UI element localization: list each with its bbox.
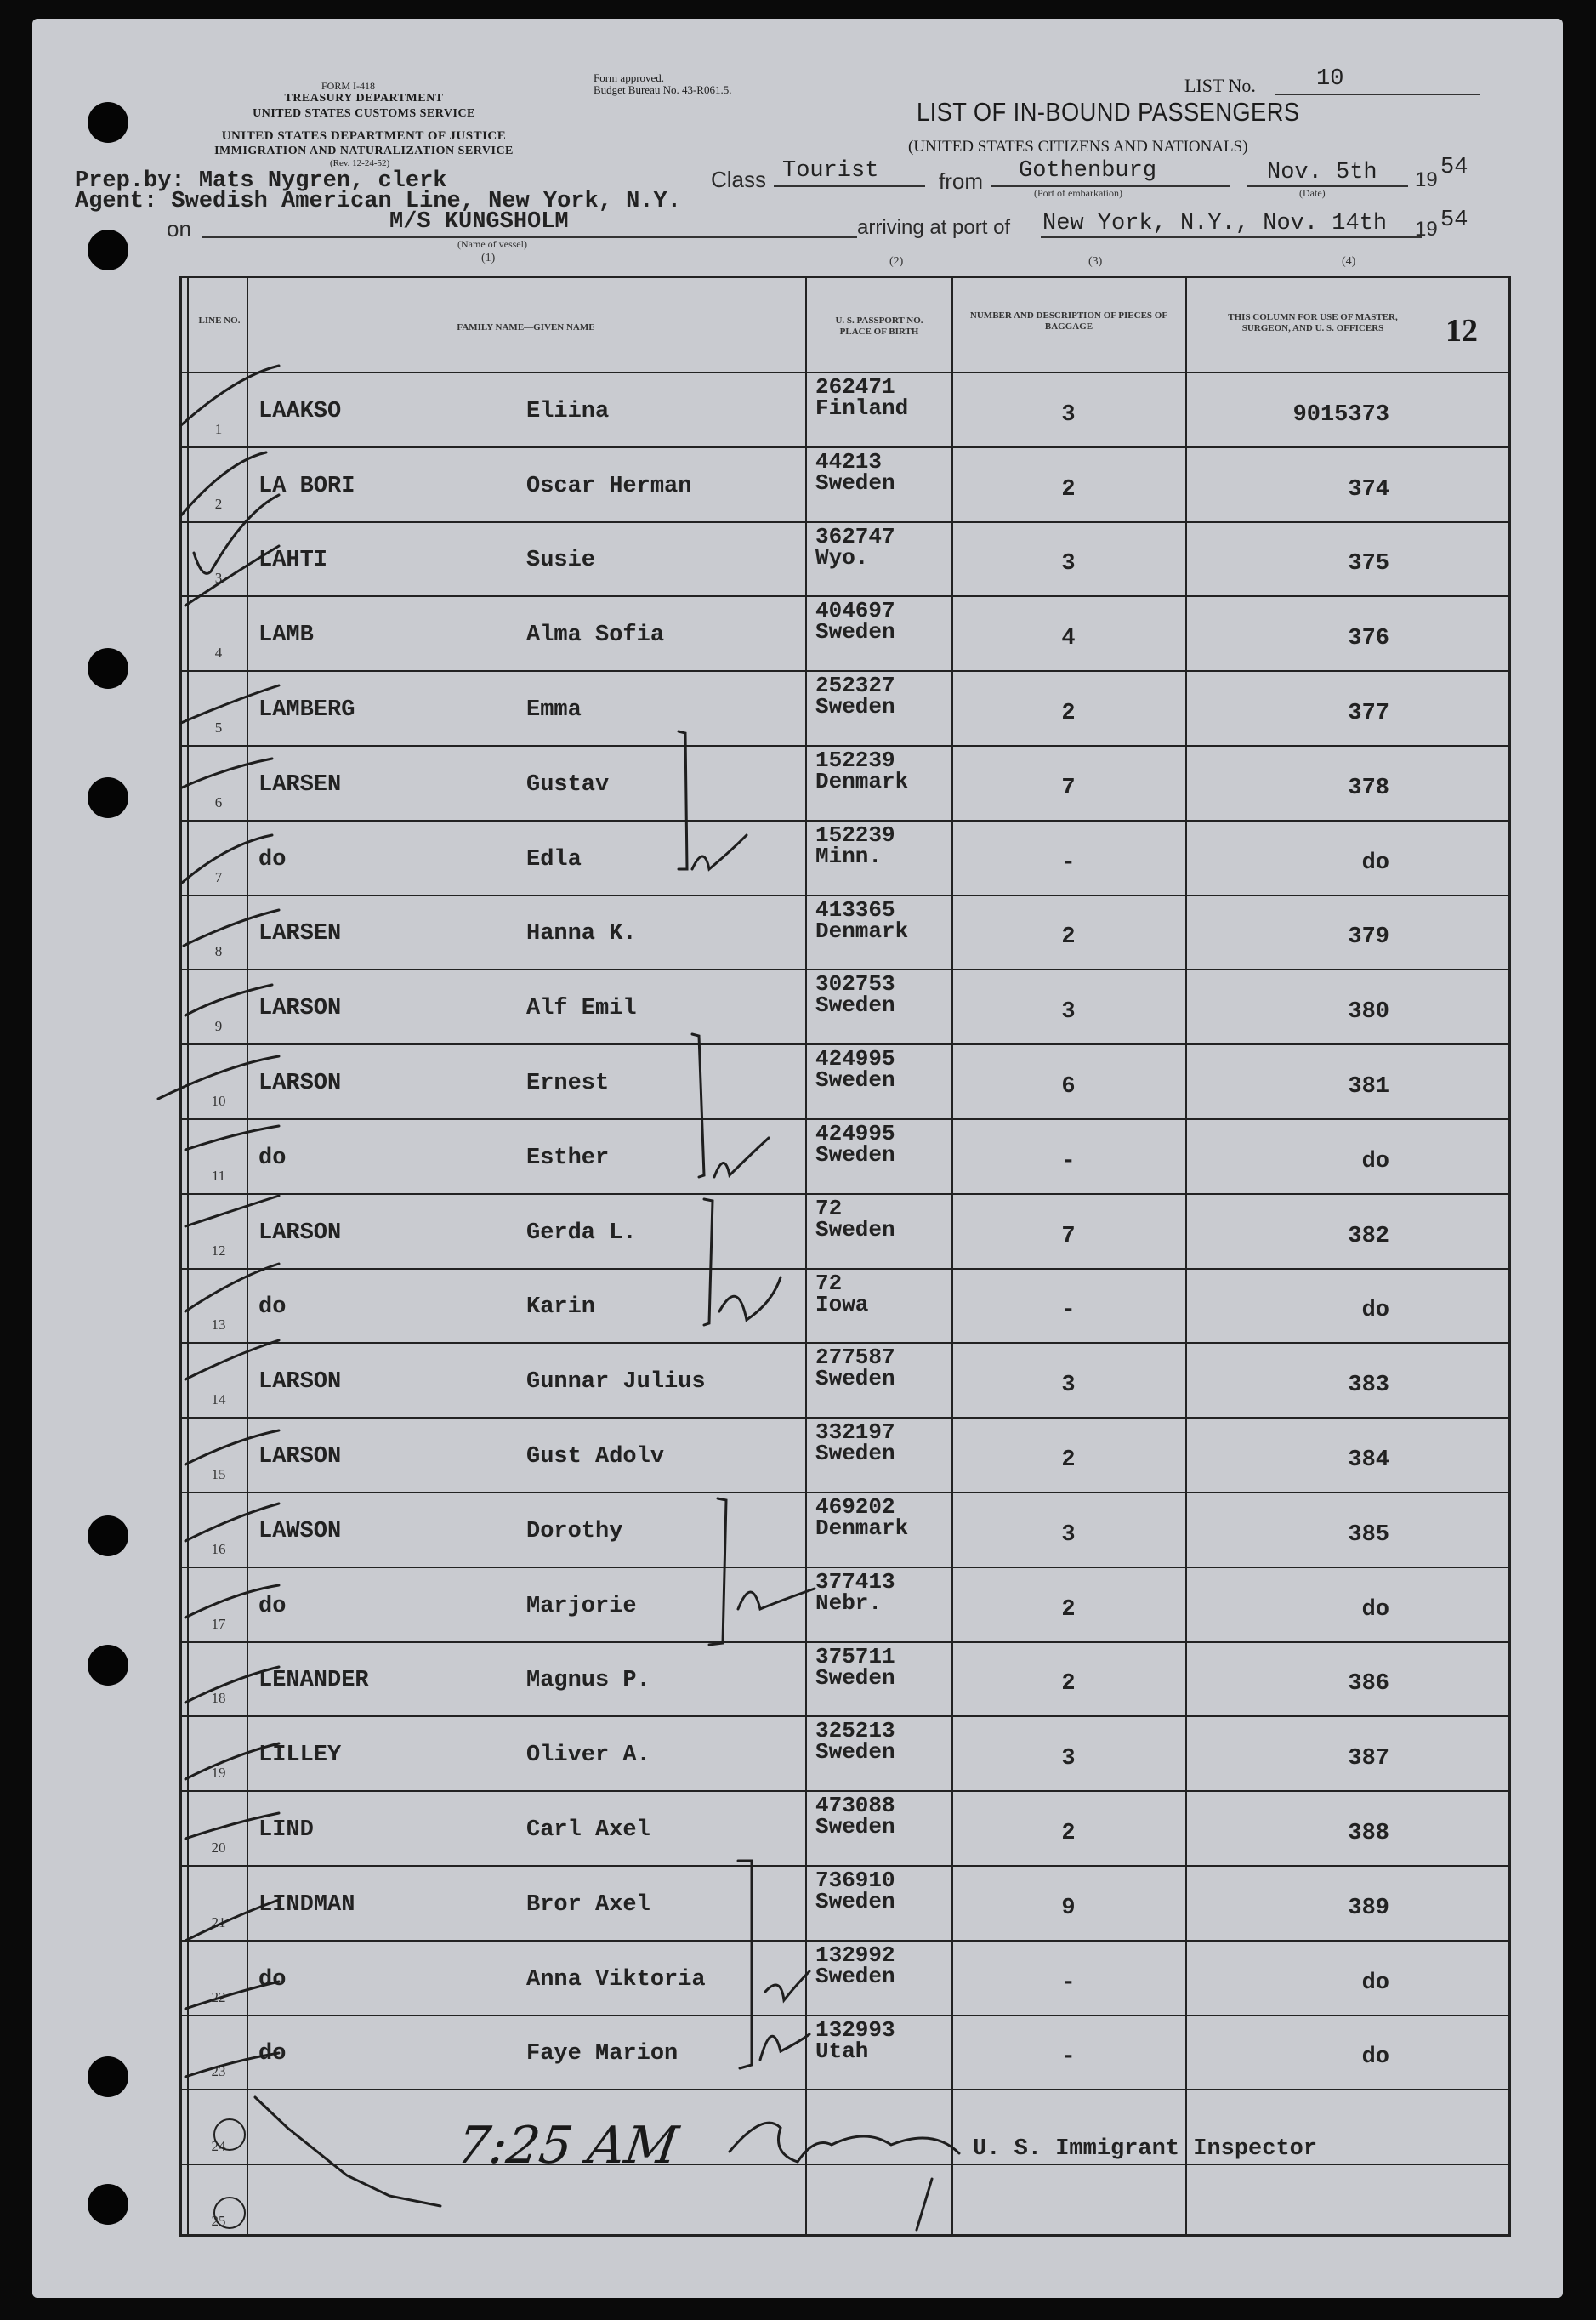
departure-date: Nov. 5th xyxy=(1267,160,1377,185)
baggage-count: 7 xyxy=(1061,1223,1076,1249)
table-row xyxy=(182,1790,1508,1865)
dept-justice: UNITED STATES DEPARTMENT OF JUSTICE xyxy=(221,129,507,143)
officer-number: do xyxy=(1361,1970,1389,1996)
baggage-count: 3 xyxy=(1061,1746,1076,1772)
passport-number: 469202 xyxy=(815,1494,895,1520)
customs-service: UNITED STATES CUSTOMS SERVICE xyxy=(253,107,475,120)
given-name: Alf Emil xyxy=(526,996,637,1022)
baggage-count: - xyxy=(1061,1148,1076,1174)
table-row xyxy=(182,895,1508,970)
table-row xyxy=(182,446,1508,521)
baggage-count: - xyxy=(1061,1970,1076,1996)
baggage-count: 3 xyxy=(1061,999,1076,1026)
passport-number: 132992 xyxy=(815,1942,895,1968)
given-name: Magnus P. xyxy=(526,1668,650,1694)
baggage-count: 7 xyxy=(1061,775,1076,801)
passport-number: 72 xyxy=(815,1195,843,1221)
place-of-birth: Sweden xyxy=(815,1739,895,1766)
class-label: Class xyxy=(711,167,767,192)
family-name: LARSON xyxy=(258,1444,342,1470)
family-name: LENANDER xyxy=(258,1668,369,1694)
officer-number: 388 xyxy=(1348,1821,1389,1847)
place-of-birth: Sweden xyxy=(815,1814,895,1840)
officer-number: 378 xyxy=(1348,775,1389,801)
place-of-birth: Sweden xyxy=(815,1142,895,1168)
family-name: LAWSON xyxy=(258,1518,342,1544)
given-name: Edla xyxy=(526,846,582,873)
officer-number: 375 xyxy=(1348,551,1389,577)
given-name: Anna Viktoria xyxy=(526,1966,706,1993)
line-number: 8 xyxy=(214,943,223,960)
line-number: 23 xyxy=(211,2063,226,2080)
place-of-birth: Sweden xyxy=(815,619,895,645)
column-number-2: (2) xyxy=(889,255,904,268)
line-number: 9 xyxy=(214,1018,223,1035)
line-number: 7 xyxy=(214,868,223,885)
budget-bureau: Budget Bureau No. 43-R061.5. xyxy=(594,83,732,96)
line-number: 16 xyxy=(211,1540,226,1557)
line-number: 14 xyxy=(211,1391,226,1408)
place-of-birth: Sweden xyxy=(815,1664,895,1691)
baggage-count: 2 xyxy=(1061,1596,1076,1623)
table-row xyxy=(182,1940,1508,2015)
table-row xyxy=(182,820,1508,895)
family-name: LARSEN xyxy=(258,771,342,798)
baggage-count: 2 xyxy=(1061,701,1076,727)
passport-number: 44213 xyxy=(815,448,883,475)
column-number-4: (4) xyxy=(1342,255,1356,268)
line-number: 13 xyxy=(211,1316,226,1333)
baggage-count: - xyxy=(1061,850,1076,876)
passport-number: 325213 xyxy=(815,1718,895,1744)
officer-number: 376 xyxy=(1348,626,1389,652)
line-number: 2 xyxy=(214,495,223,512)
family-name: do xyxy=(258,1593,287,1619)
col-header-name: FAMILY NAME—GIVEN NAME xyxy=(457,322,595,333)
officer-number: 380 xyxy=(1348,999,1389,1026)
baggage-count: 3 xyxy=(1061,401,1076,428)
sheet-number: 12 xyxy=(1445,313,1478,349)
place-of-birth: Sweden xyxy=(815,694,895,720)
officer-number: do xyxy=(1361,2044,1389,2071)
baggage-count: 4 xyxy=(1061,626,1076,652)
officer-number: 387 xyxy=(1348,1746,1389,1772)
family-name: LAHTI xyxy=(258,548,328,574)
table-row xyxy=(182,1193,1508,1268)
place-of-birth: Sweden xyxy=(815,469,895,496)
place-of-birth: Sweden xyxy=(815,1366,895,1392)
line-number: 3 xyxy=(214,570,223,587)
passenger-table xyxy=(179,276,1511,2237)
line-number: 15 xyxy=(211,1465,226,1482)
table-row xyxy=(182,2015,1508,2090)
passport-number: 736910 xyxy=(815,1868,895,1893)
given-name: Emma xyxy=(526,697,582,724)
family-name: do xyxy=(258,1294,287,1321)
officer-number: do xyxy=(1361,1596,1389,1623)
baggage-count: 2 xyxy=(1061,1821,1076,1847)
table-row xyxy=(182,521,1508,596)
agent: Agent: Swedish American Line, New York, N.Y. xyxy=(75,189,681,214)
officer-number: 379 xyxy=(1348,924,1389,951)
place-of-birth: Denmark xyxy=(815,1515,909,1541)
binder-hole-6 xyxy=(88,1645,128,1686)
passport-number: 413365 xyxy=(815,896,895,923)
from-label: from xyxy=(939,168,983,194)
table-row xyxy=(182,1641,1508,1716)
given-name: Carl Axel xyxy=(526,1817,650,1844)
dept-treasury: TREASURY DEPARTMENT xyxy=(284,92,444,105)
table-row xyxy=(182,1342,1508,1417)
passport-number: 302753 xyxy=(815,971,895,998)
from-port: Gothenburg xyxy=(1019,158,1157,184)
place-of-birth: Nebr. xyxy=(815,1589,883,1616)
line-number: 18 xyxy=(211,1690,226,1707)
passport-number: 377413 xyxy=(815,1568,895,1595)
port-caption: (Port of embarkation) xyxy=(1034,187,1122,199)
binder-hole-7 xyxy=(88,2056,128,2097)
given-name: Alma Sofia xyxy=(526,623,665,649)
place-of-birth: Utah xyxy=(815,2038,869,2064)
ins-service: IMMIGRATION AND NATURALIZATION SERVICE xyxy=(214,145,514,157)
family-name: LAMBERG xyxy=(258,697,355,724)
officer-number: 9015373 xyxy=(1292,401,1389,428)
family-name: do xyxy=(258,846,287,873)
family-name: LINDMAN xyxy=(258,1891,355,1918)
form-approved: Form approved. xyxy=(594,71,665,84)
table-row xyxy=(182,2164,1508,2238)
line-number: 10 xyxy=(211,1092,226,1109)
document-page xyxy=(32,19,1563,2298)
baggage-count: 9 xyxy=(1061,1895,1076,1921)
passport-number: 152239 xyxy=(815,748,895,773)
passport-number: 132993 xyxy=(815,2016,895,2043)
officer-number: 377 xyxy=(1348,701,1389,727)
line-number: 24 xyxy=(211,2138,226,2155)
given-name: Karin xyxy=(526,1294,596,1321)
binder-hole-2 xyxy=(88,230,128,270)
binder-hole-1 xyxy=(88,102,128,143)
line-number: 1 xyxy=(214,420,223,437)
passport-number: 277587 xyxy=(815,1345,895,1371)
arrival-year-prefix: 19 xyxy=(1415,218,1438,241)
line-number: 19 xyxy=(211,1765,226,1782)
binder-hole-5 xyxy=(88,1515,128,1556)
passport-number: 473088 xyxy=(815,1793,895,1819)
vessel-caption: (Name of vessel) xyxy=(457,238,527,250)
given-name: Oliver A. xyxy=(526,1743,650,1769)
given-name: Oscar Herman xyxy=(526,473,692,499)
table-row xyxy=(182,1715,1508,1790)
table-row xyxy=(182,595,1508,670)
passport-number: 362747 xyxy=(815,523,895,549)
line-number: 12 xyxy=(211,1242,226,1259)
given-name: Esther xyxy=(526,1145,610,1171)
column-number-3: (3) xyxy=(1088,255,1103,268)
table-row xyxy=(182,1865,1508,1940)
prepared-by: Prep.by: Mats Nygren, clerk xyxy=(75,168,447,194)
given-name: Ernest xyxy=(526,1071,610,1097)
passport-number: 72 xyxy=(815,1270,843,1296)
passport-number: 152239 xyxy=(815,822,895,848)
given-name: Gunnar Julius xyxy=(526,1369,706,1396)
baggage-count: 3 xyxy=(1061,551,1076,577)
binder-hole-3 xyxy=(88,648,128,689)
baggage-count: 2 xyxy=(1061,476,1076,503)
officer-number: do xyxy=(1361,1148,1389,1174)
passport-number: 262471 xyxy=(815,374,895,400)
officer-number: 386 xyxy=(1348,1671,1389,1697)
passport-number: 424995 xyxy=(815,1046,895,1072)
family-name: LAAKSO xyxy=(258,398,342,424)
officer-number: 389 xyxy=(1348,1895,1389,1921)
family-name: LARSON xyxy=(258,996,342,1022)
form-title: LIST OF IN-BOUND PASSENGERS xyxy=(917,97,1300,127)
passport-number: 252327 xyxy=(815,673,895,699)
given-name: Eliina xyxy=(526,398,610,424)
inspector-title: U. S. Immigrant Inspector xyxy=(973,2136,1318,2162)
family-name: LARSON xyxy=(258,1220,342,1246)
officer-number: 381 xyxy=(1348,1074,1389,1100)
table-row xyxy=(182,1118,1508,1193)
line-number: 6 xyxy=(214,793,223,810)
table-row xyxy=(182,1043,1508,1118)
place-of-birth: Sweden xyxy=(815,992,895,1019)
arrival-year: 54 xyxy=(1440,208,1468,233)
baggage-count: - xyxy=(1061,2044,1076,2071)
officer-number: do xyxy=(1361,1298,1389,1324)
line-number: 21 xyxy=(211,1913,226,1930)
family-name: do xyxy=(258,1966,287,1993)
baggage-count: 2 xyxy=(1061,924,1076,951)
table-row xyxy=(182,1417,1508,1492)
place-of-birth: Denmark xyxy=(815,918,909,944)
baggage-count: 6 xyxy=(1061,1074,1076,1100)
family-name: LILLEY xyxy=(258,1743,342,1769)
col-header-baggage: NUMBER AND DESCRIPTION OF PIECES OF BAGGAGE xyxy=(969,310,1168,332)
table-row xyxy=(182,1567,1508,1641)
form-subtitle: (UNITED STATES CITIZENS AND NATIONALS) xyxy=(908,138,1248,156)
vessel-name: M/S KUNGSHOLM xyxy=(389,209,569,235)
list-number-label: LIST No. xyxy=(1184,75,1256,96)
family-name: do xyxy=(258,2041,287,2067)
given-name: Bror Axel xyxy=(526,1891,650,1918)
place-of-birth: Sweden xyxy=(815,1963,895,1989)
baggage-count: 2 xyxy=(1061,1447,1076,1474)
arriving-label: arriving at port of xyxy=(857,216,1011,239)
class-value: Tourist xyxy=(782,158,879,184)
binder-hole-8 xyxy=(88,2184,128,2225)
passport-number: 375711 xyxy=(815,1643,895,1669)
line-number: 4 xyxy=(214,645,223,662)
baggage-count: 3 xyxy=(1061,1521,1076,1548)
place-of-birth: Finland xyxy=(815,395,909,421)
baggage-count: 2 xyxy=(1061,1671,1076,1697)
col-header-officers: THIS COLUMN FOR USE OF MASTER, SURGEON, AND U. S. OFFICERS xyxy=(1228,312,1398,333)
line-number: 20 xyxy=(211,1839,226,1856)
passport-number: 332197 xyxy=(815,1419,895,1446)
table-row xyxy=(182,372,1508,446)
officer-number: 384 xyxy=(1348,1447,1389,1474)
handwritten-time: 7:25 AM xyxy=(453,2116,682,2175)
given-name: Susie xyxy=(526,548,596,574)
col-header-line-no: LINE NO. xyxy=(198,316,241,326)
place-of-birth: Iowa xyxy=(815,1291,869,1317)
place-of-birth: Sweden xyxy=(815,1216,895,1242)
col-header-passport: U. S. PASSPORT NO. PLACE OF BIRTH xyxy=(835,316,923,337)
passport-number: 424995 xyxy=(815,1121,895,1146)
family-name: LIND xyxy=(258,1817,314,1844)
place-of-birth: Wyo. xyxy=(815,544,869,571)
given-name: Hanna K. xyxy=(526,921,637,947)
family-name: LA BORI xyxy=(258,473,355,499)
place-of-birth: Sweden xyxy=(815,1067,895,1094)
baggage-count: - xyxy=(1061,1298,1076,1324)
revision: (Rev. 12-24-52) xyxy=(330,158,390,168)
given-name: Gustav xyxy=(526,771,610,798)
on-label: on xyxy=(167,216,191,242)
table-row xyxy=(182,1268,1508,1343)
family-name: LARSON xyxy=(258,1071,342,1097)
departure-year: 54 xyxy=(1440,155,1468,180)
officer-number: 382 xyxy=(1348,1223,1389,1249)
table-row xyxy=(182,745,1508,820)
line-number: 11 xyxy=(211,1167,226,1184)
given-name: Gerda L. xyxy=(526,1220,637,1246)
line-number: 17 xyxy=(211,1615,226,1632)
list-number: 10 xyxy=(1316,66,1344,92)
given-name: Marjorie xyxy=(526,1593,637,1619)
table-row xyxy=(182,670,1508,745)
family-name: LARSON xyxy=(258,1369,342,1396)
family-name: do xyxy=(258,1145,287,1171)
place-of-birth: Denmark xyxy=(815,769,909,794)
baggage-count: 3 xyxy=(1061,1373,1076,1399)
table-row xyxy=(182,1492,1508,1567)
date-caption: (Date) xyxy=(1299,187,1326,199)
officer-number: 383 xyxy=(1348,1373,1389,1399)
officer-number: 385 xyxy=(1348,1521,1389,1548)
line-number: 5 xyxy=(214,719,223,736)
line-number: 22 xyxy=(211,1988,226,2005)
place-of-birth: Sweden xyxy=(815,1441,895,1467)
year-prefix: 19 xyxy=(1415,168,1438,191)
passport-number: 404697 xyxy=(815,598,895,624)
given-name: Dorothy xyxy=(526,1518,623,1544)
family-name: LAMB xyxy=(258,623,314,649)
given-name: Gust Adolv xyxy=(526,1444,665,1470)
officer-number: do xyxy=(1361,850,1389,876)
arrival-port-date: New York, N.Y., Nov. 14th xyxy=(1042,211,1388,236)
form-number: FORM I-418 xyxy=(321,80,376,92)
vessel-column-number: (1) xyxy=(481,252,496,264)
place-of-birth: Sweden xyxy=(815,1889,895,1914)
place-of-birth: Minn. xyxy=(815,843,883,869)
officer-number: 374 xyxy=(1348,476,1389,503)
table-row xyxy=(182,969,1508,1043)
line-number: 25 xyxy=(211,2212,226,2229)
binder-hole-4 xyxy=(88,777,128,818)
family-name: LARSEN xyxy=(258,921,342,947)
given-name: Faye Marion xyxy=(526,2041,679,2067)
